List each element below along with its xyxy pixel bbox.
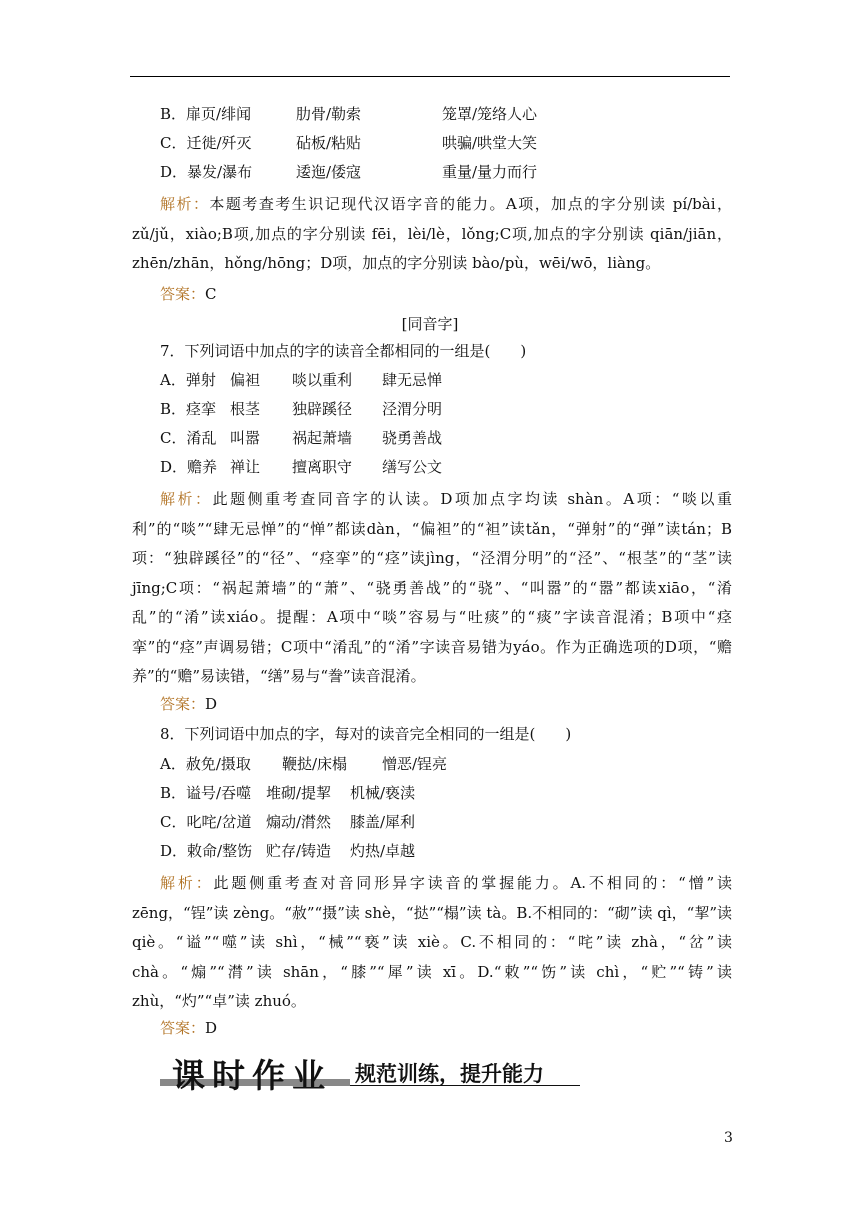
q8-answer xyxy=(160,1018,217,1038)
option-word: 根茎 xyxy=(230,400,261,418)
answer-label: 答案： xyxy=(160,1019,206,1037)
option-word: 骁勇善战 xyxy=(382,429,443,447)
option-word: B．痉挛 xyxy=(160,400,217,418)
option-word: 肋骨/勒索 xyxy=(296,105,362,123)
option-word: 机械/亵渎 xyxy=(350,784,416,802)
q8-stem: 8．下列词语中加点的字，每对的读音完全相同的一组是( ) xyxy=(160,725,572,743)
q7-stem: 7．下列词语中加点的字的读音全都相同的一组是( ) xyxy=(160,342,527,360)
option-word: A．弹射 xyxy=(160,371,216,389)
analysis-label: 解析： xyxy=(160,195,210,213)
option-word: 煽动/潸然 xyxy=(266,813,332,831)
banner-title: 课时作业 xyxy=(172,1056,332,1095)
option-word: D．暴发/瀑布 xyxy=(160,163,253,181)
q6-analysis xyxy=(132,190,732,279)
q8-analysis xyxy=(132,869,732,1017)
option-word: 禅让 xyxy=(230,458,261,476)
option-word: 憎恶/锃亮 xyxy=(382,755,448,773)
option-word: C．叱咤/岔道 xyxy=(160,813,252,831)
option-word: 膝盖/犀利 xyxy=(350,813,416,831)
option-word: C．迁徙/歼灭 xyxy=(160,134,252,152)
option-word: 贮存/铸造 xyxy=(266,842,332,860)
page-number: 3 xyxy=(724,1130,733,1146)
answer-label: 答案： xyxy=(160,695,206,713)
analysis-label: 解析： xyxy=(160,490,213,508)
option-word: 缮写公文 xyxy=(382,458,443,476)
header-rule xyxy=(130,76,730,77)
option-word: 啖以重利 xyxy=(292,371,353,389)
option-word: 偏袒 xyxy=(230,371,261,389)
option-word: C．淆乱 xyxy=(160,429,217,447)
option-word: B．扉页/绯闻 xyxy=(160,105,252,123)
section-title: [同音字] xyxy=(401,315,459,333)
option-word: 肆无忌惮 xyxy=(382,371,443,389)
option-word: 砧板/粘贴 xyxy=(296,134,362,152)
option-word: D．敕命/整饬 xyxy=(160,842,253,860)
analysis-text: 此题侧重考查对音同形异字读音的掌握能力。A.不相同的：“憎”读 zēng，“锃”读 zèng。“赦”“摄”读 shè，“挞”“榻”读 tà。B.不相同的：“砌”读 qì，“挈”读 qiè。“谥”“噬”读 shì，“械”“亵”读 xiè。C.不相同的：“咤”读 zhà，“岔”读 chà。“煽”“潸”读 shān，“膝”“犀”读 xī。D.“敕”“饬”读 chì，“贮”“铸”读 zhù，“灼”“卓”读 zhuó。 xyxy=(132,874,732,1010)
option-word: 哄骗/哄堂大笑 xyxy=(442,134,538,152)
answer-label: 答案： xyxy=(160,285,206,303)
option-word: B．谥号/吞噬 xyxy=(160,784,252,802)
option-word: A．赦免/摄取 xyxy=(160,755,251,773)
option-word: 擅离职守 xyxy=(292,458,353,476)
analysis-text: 本题考查考生识记现代汉语字音的能力。A项，加点的字分别读 pí/bài，zǔ/jǔ，xiào;B项,加点的字分别读 fēi，lèi/lè，lǒng;C项,加点的字分别读 qiān/jiān，zhēn/zhān，hǒng/hōng；D项，加点的字分别读 bào/pù，wēi/wō，liàng。 xyxy=(132,195,732,272)
option-word: 重量/量力而行 xyxy=(442,163,538,181)
q7-answer xyxy=(160,694,217,714)
option-word: 泾渭分明 xyxy=(382,400,443,418)
option-word: 叫嚣 xyxy=(230,429,261,447)
option-word: 堆砌/提挈 xyxy=(266,784,332,802)
homework-banner xyxy=(160,1050,580,1095)
q6-answer xyxy=(160,284,217,304)
banner-subtitle: 规范训练，提升能力 xyxy=(355,1061,544,1086)
option-word: D．赡养 xyxy=(160,458,218,476)
answer-value: C xyxy=(205,285,217,303)
option-word: 笼罩/笼络人心 xyxy=(442,105,538,123)
option-word: 逶迤/倭寇 xyxy=(296,163,362,181)
answer-value: D xyxy=(205,1019,218,1037)
q7-analysis xyxy=(132,485,732,692)
option-word: 独辟蹊径 xyxy=(292,400,353,418)
option-word: 鞭挞/床榻 xyxy=(282,755,348,773)
option-word: 灼热/卓越 xyxy=(350,842,416,860)
analysis-label: 解析： xyxy=(160,874,214,892)
analysis-text: 此题侧重考查同音字的认读。D项加点字均读 shàn。A项：“啖以重利”的“啖”“肆无忌惮”的“惮”都读dàn，“偏袒”的“袒”读tǎn，“弹射”的“弹”读tán；B项：“独辟蹊径”的“径”、“痉挛”的“痉”读jìng，“泾渭分明”的“泾”、“根茎”的“茎”读jīng;C项：“祸起萧墙”的“萧”、“骁勇善战”的“骁”、“叫嚣”的“嚣”都读xiāo，“淆乱”的“淆”读xiáo。提醒：A项中“啖”容易与“吐痰”的“痰”字读音混淆；B项中“痉挛”的“痉”声调易错；C项中“淆乱”的“淆”字读音易错为yáo。作为正确选项的D项，“赡养”的“赡”易读错，“缮”易与“誊”读音混淆。 xyxy=(132,490,732,685)
answer-value: D xyxy=(205,695,218,713)
option-word: 祸起萧墙 xyxy=(292,429,353,447)
